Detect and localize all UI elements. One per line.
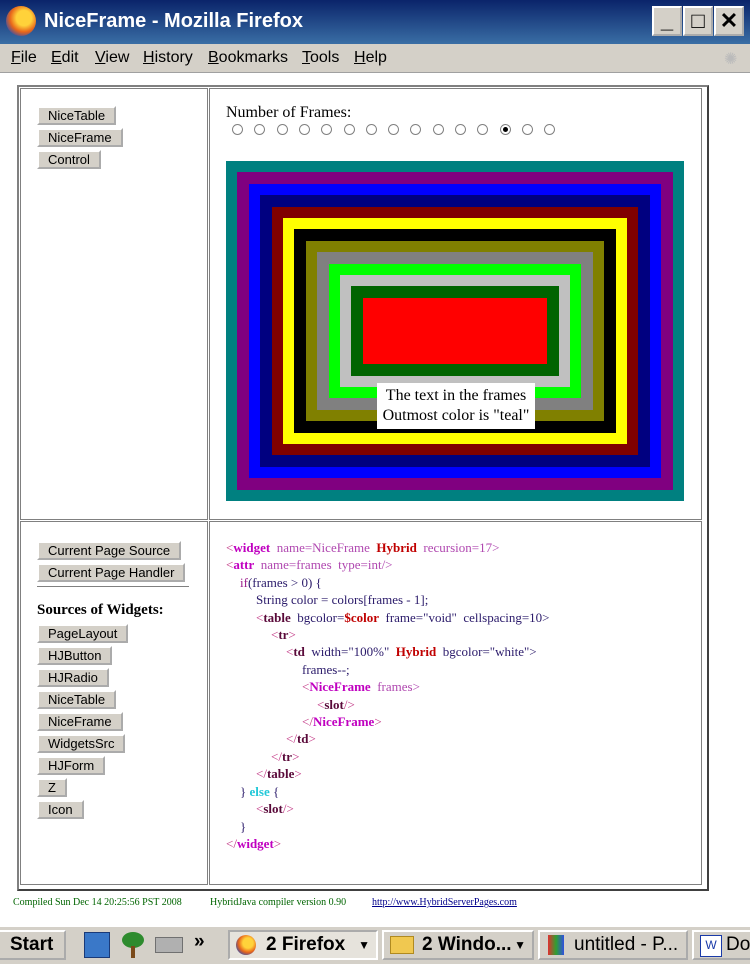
code-line: </NiceFrame> (302, 714, 382, 730)
code-line: <attr name=frames type=int/> (226, 557, 393, 573)
menu-history[interactable]: History (143, 49, 193, 66)
frames-radio-6[interactable] (344, 124, 355, 135)
frames-radio-14[interactable] (522, 124, 533, 135)
nav-button-control[interactable]: Control (37, 150, 101, 169)
site-link[interactable]: http://www.HybridServerPages.com (372, 897, 517, 908)
code-line: <slot/> (256, 801, 294, 817)
page-content (0, 73, 750, 925)
folder-icon (390, 936, 414, 954)
code-line: } else { (240, 783, 280, 799)
taskbar-firefox[interactable]: 2 Firefox ▼ (228, 930, 378, 960)
menu-edit[interactable]: Edit (51, 49, 79, 66)
code-line: <widget name=NiceFrame Hybrid recursion=17> (226, 540, 500, 555)
frames-radio-11[interactable] (455, 124, 466, 135)
frames-radio-10[interactable] (433, 124, 444, 135)
paint-icon (548, 935, 564, 955)
frames-radio-1[interactable] (232, 124, 243, 135)
frame-text-line-2: Outmost color is "teal" (382, 407, 530, 424)
maximize-icon: □ (691, 8, 705, 33)
widget-button-icon[interactable]: Icon (37, 800, 84, 819)
code-line: </table> (256, 766, 302, 782)
source-code (226, 539, 550, 852)
taskbar-paint[interactable]: untitled - P... (538, 930, 688, 960)
taskbar-windows[interactable]: 2 Windo... ▼ (382, 930, 534, 960)
frames-radio-3[interactable] (277, 124, 288, 135)
word-icon: W (700, 935, 722, 957)
widget-button-nicetable[interactable]: NiceTable (37, 690, 116, 709)
compiler-version: HybridJava compiler version 0.90 (210, 897, 347, 908)
nav-button-niceframe[interactable]: NiceFrame (37, 128, 123, 147)
title-bar (0, 0, 750, 44)
widget-button-hjform[interactable]: HJForm (37, 756, 105, 775)
tree-icon[interactable] (118, 930, 148, 960)
minimize-button[interactable] (652, 6, 682, 36)
desktop-icon[interactable] (84, 932, 110, 958)
menu-bookmarks[interactable]: Bookmarks (208, 49, 289, 66)
menu-bar (0, 44, 750, 73)
code-line: <NiceFrame frames> (302, 679, 420, 695)
current-page-source-button[interactable]: Current Page Source (37, 541, 181, 560)
network-icon[interactable] (153, 933, 183, 957)
code-line: </widget> (226, 835, 282, 851)
divider (37, 586, 189, 587)
menu-view[interactable]: View (95, 49, 130, 66)
taskbar (0, 925, 750, 964)
minimize-icon: _ (660, 8, 674, 33)
window-title: NiceFrame - Mozilla Firefox (44, 10, 303, 32)
close-icon: ✕ (719, 8, 739, 33)
menu-help[interactable]: Help (354, 49, 387, 66)
code-line: String color = colors[frames - 1]; (256, 592, 429, 608)
frames-radio-4[interactable] (299, 124, 310, 135)
code-line: } (240, 818, 247, 834)
frame-text (377, 383, 535, 429)
throbber-icon: ✺ (724, 51, 738, 68)
code-line: <slot/> (317, 696, 355, 712)
code-line: </tr> (271, 748, 300, 764)
widget-button-widgetssrc[interactable]: WidgetsSrc (37, 734, 125, 753)
frames-radio-7[interactable] (366, 124, 377, 135)
current-page-handler-button[interactable]: Current Page Handler (37, 563, 185, 582)
chevron-down-icon: ▼ (358, 938, 370, 952)
firefox-icon (6, 6, 36, 36)
widgets-heading: Sources of Widgets: (37, 602, 164, 618)
close-button[interactable] (714, 6, 744, 36)
nav-button-nicetable[interactable]: NiceTable (37, 106, 116, 125)
code-line: frames--; (302, 661, 350, 677)
code-line: <td width="100%" Hybrid bgcolor="white"> (286, 644, 537, 660)
widget-button-z[interactable]: Z (37, 778, 67, 797)
more-icon[interactable]: » (194, 931, 205, 952)
frame-layer-13 (363, 298, 547, 364)
code-line: <tr> (271, 627, 296, 643)
widget-button-niceframe[interactable]: NiceFrame (37, 712, 123, 731)
compile-info: Compiled Sun Dec 14 20:25:56 PST 2008 (13, 897, 182, 908)
frames-radio-13[interactable] (500, 124, 511, 135)
start-button[interactable]: Start (0, 930, 66, 960)
taskbar-word[interactable]: Do W (692, 930, 750, 960)
menu-file[interactable]: File (11, 49, 37, 66)
widget-button-hjradio[interactable]: HJRadio (37, 668, 109, 687)
code-line: </td> (286, 731, 316, 747)
widget-button-pagelayout[interactable]: PageLayout (37, 624, 128, 643)
maximize-button[interactable] (683, 6, 713, 36)
frames-label: Number of Frames: (226, 104, 352, 121)
chevron-down-icon: ▼ (514, 938, 526, 952)
frame-text-line-1: The text in the frames (385, 387, 527, 404)
menu-tools[interactable]: Tools (302, 49, 340, 66)
widget-button-hjbutton[interactable]: HJButton (37, 646, 112, 665)
code-line: if(frames > 0) { (240, 574, 322, 590)
code-line: <table bgcolor=$color frame="void" cellspacing=10> (256, 609, 550, 625)
firefox-icon (236, 935, 256, 955)
